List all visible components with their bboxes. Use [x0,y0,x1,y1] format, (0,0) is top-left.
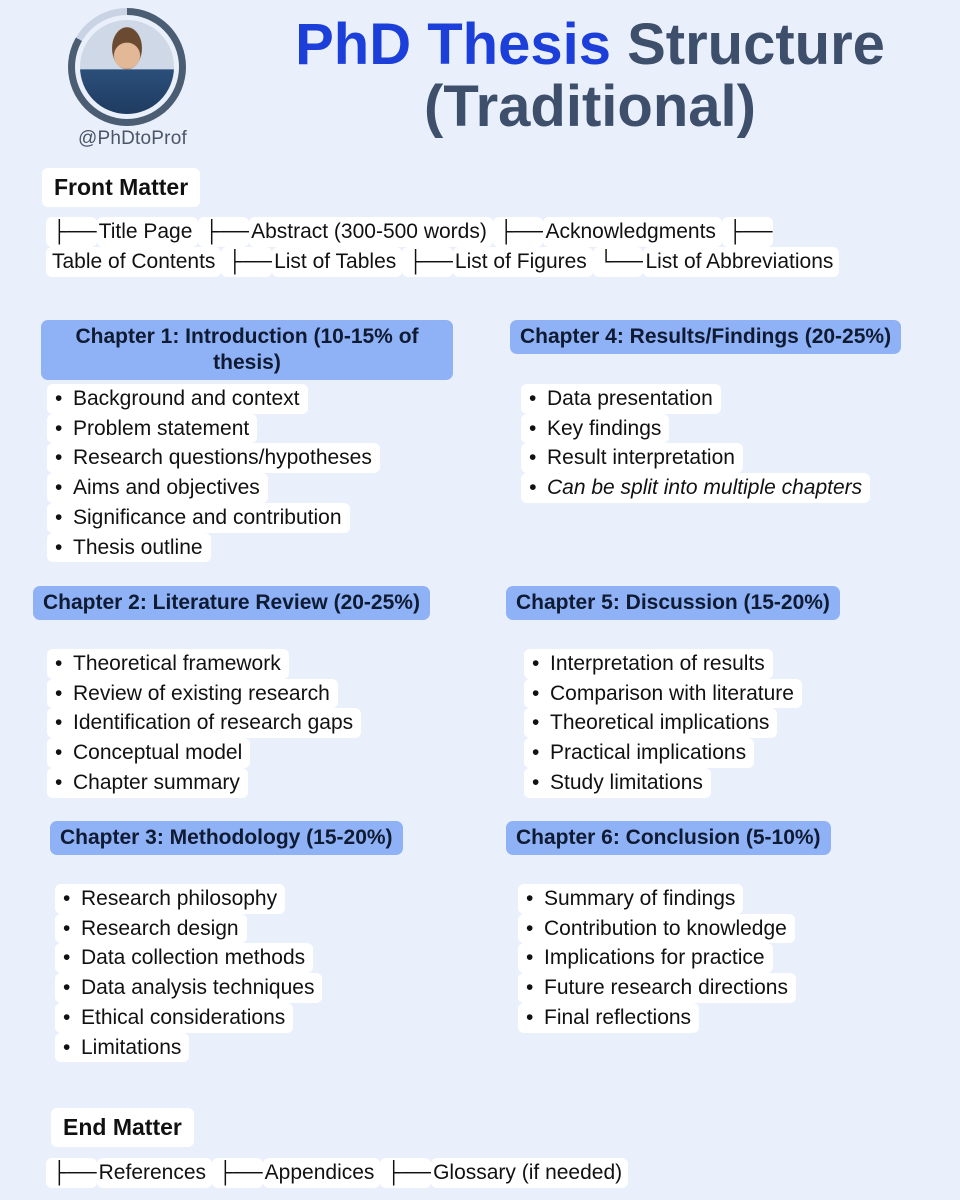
list-item: • Summary of findings [518,884,743,914]
avatar-ring [68,8,186,126]
list-item: • Theoretical implications [524,708,777,738]
list-item: • Limitations [55,1033,189,1063]
title-line-1 [230,14,950,76]
tree-connector: ├── [46,217,97,247]
list-item: • Implications for practice [518,943,773,973]
tree-connector: ├── [722,217,773,247]
end-matter-heading: End Matter [51,1108,194,1147]
chapter-1-heading [41,320,453,380]
tree-connector: ├── [46,1158,97,1188]
page-title [230,14,950,138]
front-matter-item: List of Figures [453,247,593,277]
list-item: • Key findings [521,414,669,444]
tree-connector: ├── [380,1158,431,1188]
list-item: • Identification of research gaps [47,708,361,738]
list-item: • Contribution to knowledge [518,914,795,944]
author-handle: @PhDtoProf [78,128,187,149]
list-item: • Interpretation of results [524,649,773,679]
list-item: • Problem statement [47,414,257,444]
list-item: • Data presentation [521,384,721,414]
tree-connector: ├── [212,1158,263,1188]
end-matter-item: Appendices [263,1158,381,1188]
chapter-6-list [518,884,796,1033]
chapter-5-list [524,649,802,798]
title-line-2: (Traditional) [424,74,756,139]
end-matter-item: Glossary (if needed) [431,1158,628,1188]
list-item: • Aims and objectives [47,473,268,503]
front-matter-item: Table of Contents [46,247,221,277]
list-item: • Can be split into multiple chapters [521,473,870,503]
list-item: • Research questions/hypotheses [47,443,380,473]
list-item: • Theoretical framework [47,649,289,679]
list-item: • Chapter summary [47,768,248,798]
chapter-1-list [47,384,380,562]
front-matter-item: List of Tables [272,247,402,277]
list-item: • Thesis outline [47,533,211,563]
front-matter-item: Title Page [97,217,199,247]
list-item: • Data collection methods [55,943,313,973]
title-highlight: PhD Thesis [295,12,611,77]
tree-connector: └── [593,247,644,277]
front-matter-line-2 [46,247,839,277]
chapter-6-heading: Chapter 6: Conclusion (5-10%) [506,821,831,855]
list-item: • Comparison with literature [524,679,802,709]
title-rest: Structure [627,12,885,77]
chapter-4-heading: Chapter 4: Results/Findings (20-25%) [510,320,901,354]
tree-connector: ├── [198,217,249,247]
chapter-4-list [521,384,870,503]
list-item: • Result interpretation [521,443,743,473]
front-matter-line-1 [46,217,773,247]
list-item: • Practical implications [524,738,754,768]
chapter-3-list [55,884,322,1062]
chapter-5-heading: Chapter 5: Discussion (15-20%) [506,586,840,620]
end-matter-line-1 [46,1158,628,1188]
chapter-1-heading-line-1: Chapter 1: Introduction (10-15% of [75,325,419,348]
list-item: • Research design [55,914,247,944]
list-item: • Study limitations [524,768,711,798]
chapter-1-heading-line-2: thesis) [213,351,281,374]
front-matter-item: Abstract (300-500 words) [249,217,493,247]
list-item: • Final reflections [518,1003,699,1033]
front-matter-heading: Front Matter [42,168,200,207]
chapter-3-heading: Chapter 3: Methodology (15-20%) [50,821,403,855]
tree-connector: ├── [221,247,272,277]
end-matter-item: References [97,1158,212,1188]
front-matter-item: List of Abbreviations [643,247,839,277]
list-item: • Review of existing research [47,679,338,709]
list-item: • Background and context [47,384,308,414]
front-matter-item: Acknowledgments [543,217,721,247]
list-item: • Data analysis techniques [55,973,322,1003]
avatar [80,20,174,114]
chapter-2-heading: Chapter 2: Literature Review (20-25%) [33,586,430,620]
avatar-frame [75,15,179,119]
list-item: • Ethical considerations [55,1003,293,1033]
tree-connector: ├── [493,217,544,247]
list-item: • Significance and contribution [47,503,350,533]
list-item: • Research philosophy [55,884,285,914]
tree-connector: ├── [402,247,453,277]
list-item: • Conceptual model [47,738,250,768]
list-item: • Future research directions [518,973,796,1003]
chapter-2-list [47,649,361,798]
